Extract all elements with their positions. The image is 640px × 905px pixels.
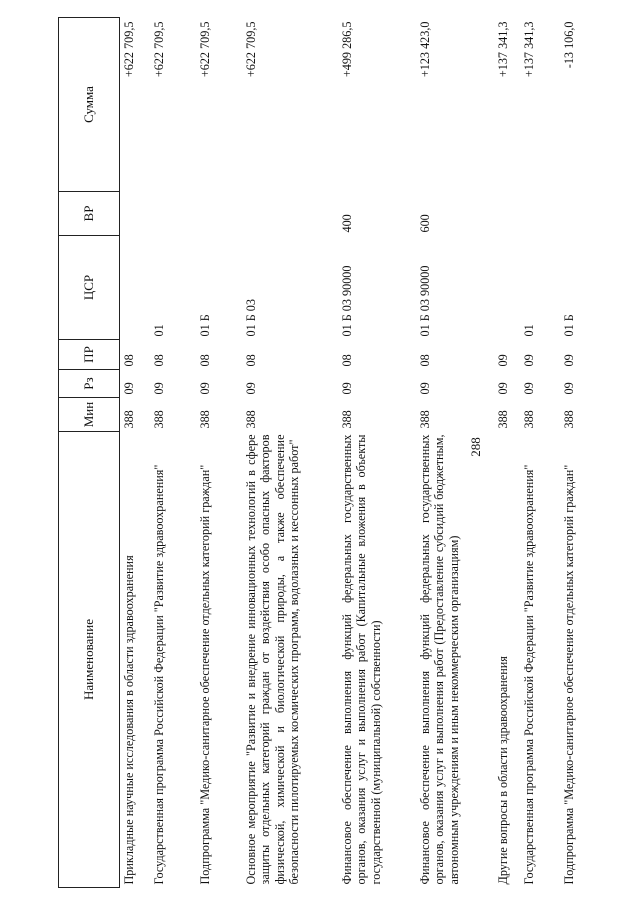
row-min: 388	[197, 410, 212, 429]
row-sum: -13 106,0	[561, 21, 576, 69]
row-sum: +622 709,5	[122, 21, 136, 78]
row-sum: +123 423,0	[417, 21, 432, 78]
table-row	[120, 18, 150, 888]
row-min: 388	[151, 410, 166, 429]
row-csr	[494, 236, 520, 340]
row-name: Финансовое обеспечение выполнения функций федеральных государственных органов, оказания услуг и выполнения работ (Капитальные вложения в объекты государственной (муниципальной) собственности)	[339, 434, 383, 885]
header-sum: Сумма	[59, 18, 120, 192]
table-row	[150, 18, 196, 888]
row-csr: 01	[151, 324, 166, 337]
table-row	[520, 18, 560, 888]
row-csr: 01 Б 03 90000	[417, 265, 432, 337]
row-min: 388	[122, 410, 136, 429]
row-vr: 400	[339, 214, 354, 233]
page-number: 288	[468, 437, 483, 457]
row-min: 388	[243, 410, 258, 429]
row-name: Государственная программа Российской Федерации "Развитие здравоохранения"	[151, 464, 166, 885]
row-vr	[242, 192, 338, 236]
row-pr: 08	[243, 354, 258, 367]
row-name: Другие вопросы в области здравоохранения	[495, 656, 510, 885]
header-rz: Рз	[59, 370, 120, 398]
row-csr: 01 Б 03	[243, 299, 258, 337]
table-row	[416, 18, 494, 888]
row-csr: 01 Б 03 90000	[339, 265, 354, 337]
row-name: Подпрограмма "Медико-санитарное обеспечение отдельных категорий граждан"	[197, 464, 212, 885]
row-sum: +622 709,5	[197, 21, 212, 78]
row-name: Финансовое обеспечение выполнения функций федеральных государственных органов, оказания услуг и выполнения работ (Предоставление субсидий бюджетным, автономным учреждениям и иным некоммерческим организациям)	[417, 434, 461, 885]
table-row	[338, 18, 416, 888]
row-name: Подпрограмма "Медико-санитарное обеспечение отдельных категорий граждан"	[561, 464, 576, 885]
budget-table	[58, 17, 600, 888]
row-rz: 09	[561, 382, 576, 395]
row-pr: 09	[495, 354, 510, 367]
row-name: Основное мероприятие "Развитие и внедрение инновационных технологий в сфере защиты отдельных категорий граждан от воздействия особо опасных факторов физической, химической и биологической природы, а также обеспечение безопасности пилотируемых космических программ, водолазных и кессонных работ"	[243, 434, 302, 885]
row-vr	[494, 192, 520, 236]
row-min: 388	[495, 410, 510, 429]
row-vr	[520, 192, 560, 236]
row-csr: 01	[521, 324, 536, 337]
header-name: Наименование	[59, 432, 120, 888]
row-name: Государственная программа Российской Федерации "Развитие здравоохранения"	[521, 464, 536, 885]
table-row	[494, 18, 520, 888]
row-sum: +137 341,3	[495, 21, 510, 78]
row-vr: 600	[417, 214, 432, 233]
row-pr: 08	[417, 354, 432, 367]
table-row	[560, 18, 600, 888]
row-sum: +499 286,5	[339, 21, 354, 78]
row-min: 388	[561, 410, 576, 429]
row-rz: 09	[495, 382, 510, 395]
table-header-row	[59, 18, 120, 888]
row-sum: +622 709,5	[151, 21, 166, 78]
row-name: Прикладные научные исследования в области здравоохранения	[122, 555, 136, 885]
row-rz: 09	[417, 382, 432, 395]
row-pr: 08	[197, 354, 212, 367]
row-rz: 09	[243, 382, 258, 395]
row-pr: 08	[122, 354, 136, 367]
row-rz: 09	[122, 382, 136, 395]
header-pr: ПР	[59, 340, 120, 370]
row-rz: 09	[151, 382, 166, 395]
row-min: 388	[339, 410, 354, 429]
row-pr: 08	[151, 354, 166, 367]
row-vr	[120, 192, 150, 236]
row-rz: 09	[339, 382, 354, 395]
row-rz: 09	[197, 382, 212, 395]
row-vr	[150, 192, 196, 236]
row-min: 388	[417, 410, 432, 429]
header-csr: ЦСР	[59, 236, 120, 340]
row-rz: 09	[521, 382, 536, 395]
row-csr	[120, 236, 150, 340]
header-min: Мин	[59, 398, 120, 432]
row-pr: 08	[339, 354, 354, 367]
table-row	[196, 18, 242, 888]
row-pr: 09	[561, 354, 576, 367]
row-sum: +622 709,5	[243, 21, 258, 78]
row-csr: 01 Б	[561, 314, 576, 337]
rotated-table-wrapper	[58, 18, 636, 888]
row-csr: 01 Б	[197, 314, 212, 337]
row-pr: 09	[521, 354, 536, 367]
row-vr	[560, 192, 600, 236]
row-min: 388	[521, 410, 536, 429]
row-sum: +137 341,3	[521, 21, 536, 78]
header-vr: ВР	[59, 192, 120, 236]
row-vr	[196, 192, 242, 236]
table-row	[242, 18, 338, 888]
